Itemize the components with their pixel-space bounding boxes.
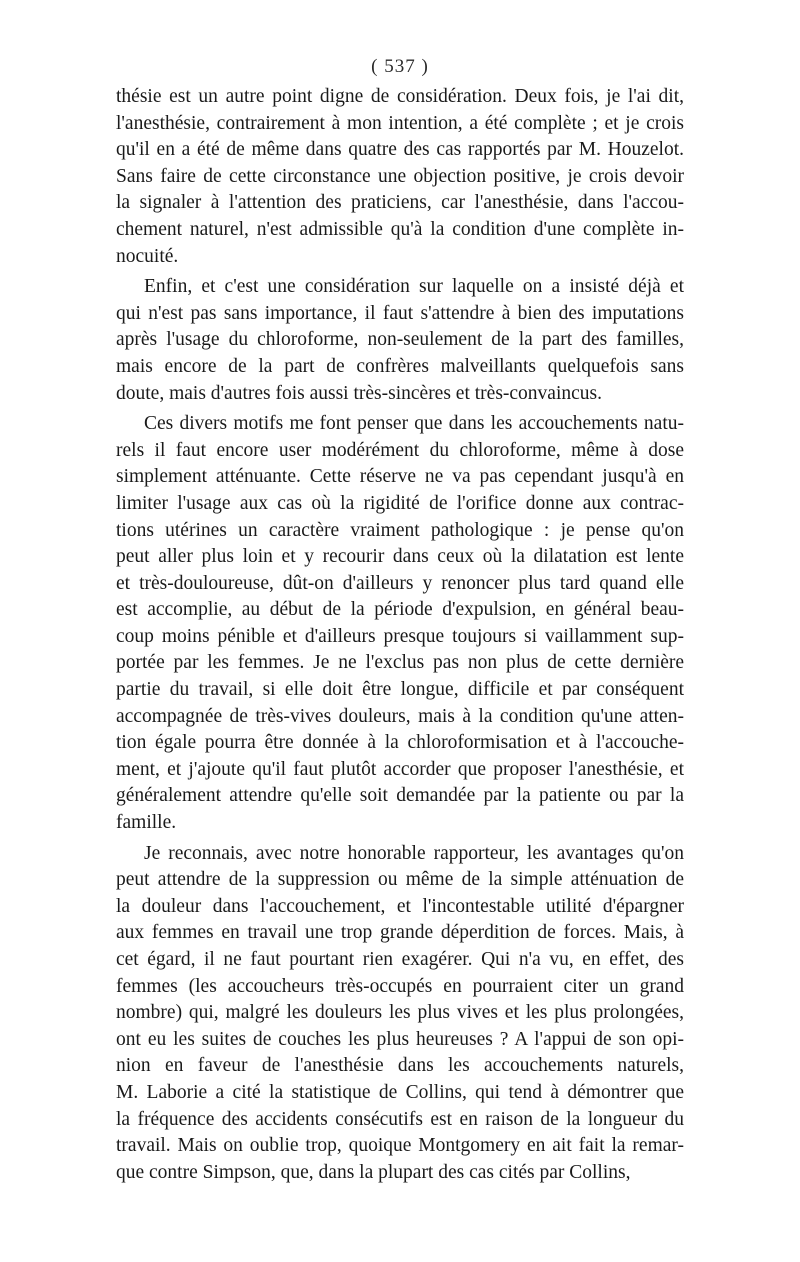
text-line: chement naturel, n'est admissible qu'à la condition d'une complète in- (116, 218, 684, 240)
text-line: Enfin, et c'est une considération sur laquelle on a insisté déjà et (144, 276, 684, 298)
text-line: après l'usage du chloroforme, non-seulement de la part des familles, (116, 329, 684, 351)
paragraph (116, 411, 684, 837)
paragraph (116, 84, 684, 270)
text-line: cet égard, il ne faut pourtant rien exagérer. Qui n'a vu, en effet, des (116, 949, 684, 970)
text-line: coup moins pénible et d'ailleurs presque toujours si vaillamment sup- (116, 625, 684, 647)
text-line: qu'il en a été de même dans quatre des cas rapportés par M. Houzelot. (116, 139, 684, 161)
text-line: est accomplie, au début de la période d'expulsion, en général beau- (116, 599, 684, 621)
text-line: nion en faveur de l'anesthésie dans les accouchements naturels, (116, 1055, 684, 1077)
text-line: thésie est un autre point digne de considération. Deux fois, je l'ai dit, (116, 86, 684, 107)
text-line: que contre Simpson, que, dans la plupart des cas cités par Collins, (116, 1161, 631, 1183)
text-line: nocuité. (116, 245, 179, 267)
text-line: rels il faut encore user modérément du chloroforme, même à dose (116, 439, 684, 461)
text-line: nombre) qui, malgré les douleurs les plus vives et les plus prolongées, (116, 1002, 684, 1024)
text-line: Je reconnais, avec notre honorable rapporteur, les avantages qu'on (144, 842, 684, 864)
text-line: Sans faire de cette circonstance une objection positive, je crois devoir (116, 165, 684, 187)
text-line: simplement atténuante. Cette réserve ne va pas cependant jusqu'à en (116, 466, 684, 488)
text-line: aux femmes en travail une trop grande déperdition de forces. Mais, à (116, 922, 684, 944)
text-line: portée par les femmes. Je ne l'exclus pas non plus de cette dernière (116, 652, 684, 674)
text-line: famille. (116, 812, 177, 834)
text-line: l'anesthésie, contrairement à mon intention, a été complète ; et je crois (116, 112, 684, 134)
paragraph (116, 841, 684, 1187)
text-line: tion égale pourra être donnée à la chloroformisation et à l'accouche- (116, 732, 684, 754)
text-line: généralement attendre qu'elle soit demandée par la patiente ou par la (116, 785, 684, 807)
paragraph (116, 274, 684, 407)
text-line: Ces divers motifs me font penser que dans les accouchements natu- (144, 413, 684, 435)
book-page (116, 56, 684, 1186)
text-line: doute, mais d'autres fois aussi très-sincères et très-convaincus. (116, 382, 602, 404)
text-line: M. Laborie a cité la statistique de Collins, qui tend à démontrer que (116, 1081, 684, 1103)
text-line: accompagnée de très-vives douleurs, mais à la condition qu'une atten- (116, 705, 684, 727)
text-line: partie du travail, si elle doit être longue, difficile et par conséquent (116, 679, 684, 701)
text-line: la douleur dans l'accouchement, et l'incontestable utilité d'épargner (116, 895, 684, 917)
text-line: travail. Mais on oublie trop, quoique Montgomery en ait fait la remar- (116, 1135, 684, 1157)
text-line: ment, et j'ajoute qu'il faut plutôt accorder que proposer l'anesthésie, et (116, 758, 684, 780)
text-line: tions utérines un caractère vraiment pathologique : je pense qu'on (116, 519, 684, 541)
text-line: mais encore de la part de confrères malveillants quelquefois sans (116, 355, 684, 377)
text-line: peut attendre de la suppression ou même de la simple atténuation de (116, 869, 684, 891)
text-line: et très-douloureuse, dût-on d'ailleurs y renoncer plus tard quand elle (116, 572, 684, 594)
text-line: ont eu les suites de couches les plus heureuses ? A l'appui de son opi- (116, 1028, 684, 1050)
text-line: qui n'est pas sans importance, il faut s'attendre à bien des imputations (116, 302, 684, 324)
text-body (116, 84, 684, 1186)
text-line: limiter l'usage aux cas où la rigidité de l'orifice donne aux contrac- (116, 492, 684, 514)
text-line: peut aller plus loin et y recourir dans ceux où la dilatation est lente (116, 546, 684, 568)
page-number: ( 537 ) (371, 56, 429, 77)
text-line: femmes (les accoucheurs très-occupés en pourraient citer un grand (116, 975, 684, 997)
text-line: la signaler à l'attention des praticiens, car l'anesthésie, dans l'accou- (116, 192, 684, 214)
text-line: la fréquence des accidents consécutifs est en raison de la longueur du (116, 1108, 684, 1130)
